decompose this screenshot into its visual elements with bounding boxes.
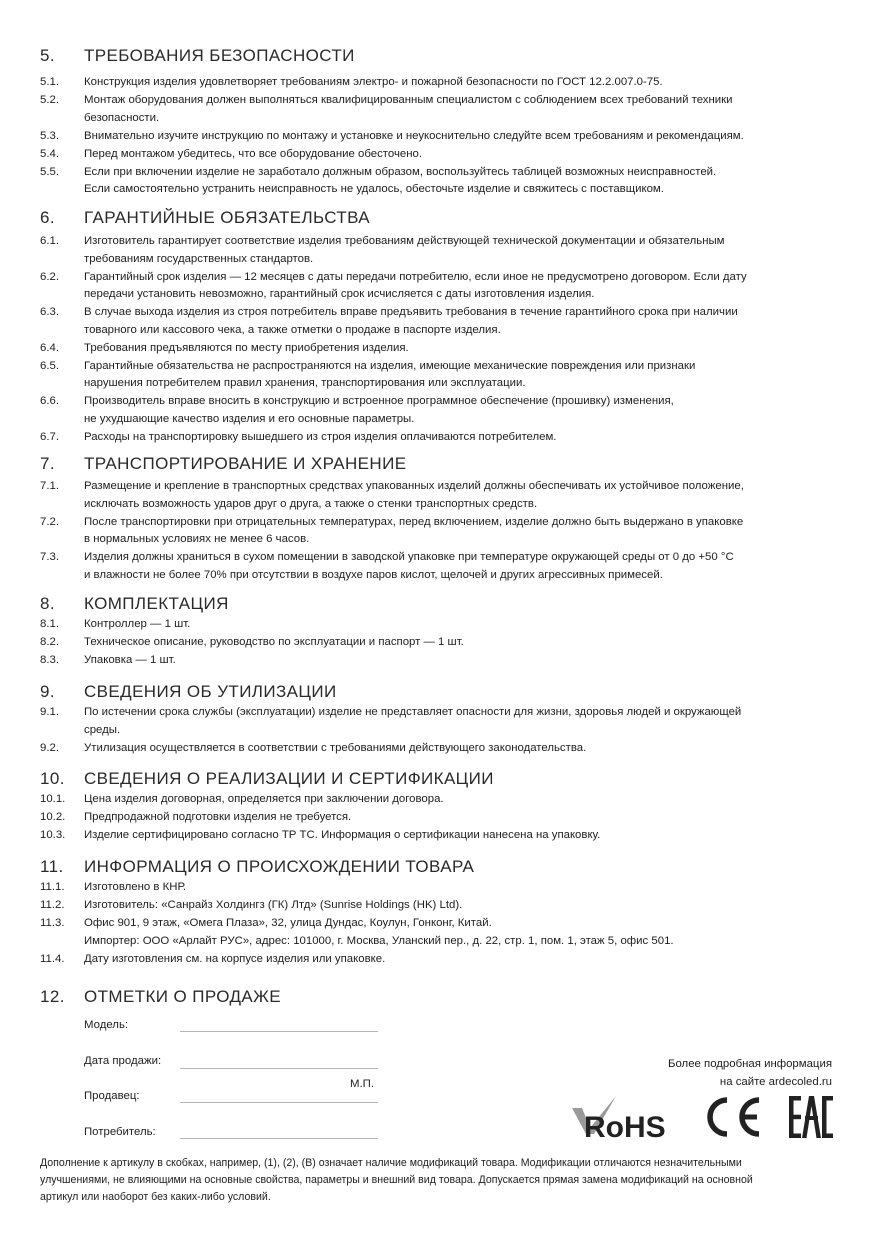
list-item — [40, 393, 840, 428]
item-text — [84, 429, 840, 447]
section-heading: КОМПЛЕКТАЦИЯ — [84, 594, 229, 613]
item-text-line: нарушения потребителем правил хранения, транспортирования или эксплуатации. — [84, 377, 526, 389]
item-text — [84, 634, 840, 652]
section-title — [40, 682, 337, 702]
list-item — [40, 740, 840, 758]
item-number: 6.3. — [40, 306, 59, 318]
section-title — [40, 594, 229, 614]
section-number: 7. — [40, 454, 55, 473]
item-text-line: Дату изготовления см. на корпусе изделия или упаковке. — [84, 952, 386, 965]
item-number: 6.1. — [40, 235, 59, 247]
item-text-line: Конструкция изделия удовлетворяет требованиям электро- и пожарной безопасности по ГОСТ 12.2.007.0-75. — [84, 76, 663, 88]
model-label: Модель: — [84, 1019, 129, 1031]
list-item — [40, 164, 840, 199]
item-text — [84, 393, 840, 428]
item-text-line: Техническое описание, руководство по эксплуатации и паспорт — 1 шт. — [84, 636, 464, 648]
section-heading: СВЕДЕНИЯ ОБ УТИЛИЗАЦИИ — [84, 682, 337, 701]
ce-mark-logo — [703, 1094, 763, 1140]
item-number: 9.1. — [40, 706, 59, 718]
item-text — [84, 269, 840, 304]
item-number: 7.2. — [40, 515, 59, 528]
item-text-line: Изготовитель гарантирует соответствие изделия требованиям действующей технической документации и обязательным — [84, 235, 725, 247]
sale-date-label: Дата продажи: — [84, 1055, 162, 1067]
item-text-line: передачи установить невозможно, гарантийный срок исчисляется с даты изготовления изделия. — [84, 288, 595, 300]
list-item — [40, 128, 840, 146]
item-number: 5.4. — [40, 147, 59, 160]
item-text-line: По истечении срока службы (эксплуатации) изделие не представляет опасности для жизни, здоровья людей и окружающей — [84, 706, 742, 718]
item-number: 11.4. — [40, 952, 65, 965]
item-text-line: Изготовитель: «Санрайз Холдингз (ГК) Лтд» (Sunrise Holdings (HK) Ltd). — [84, 899, 463, 911]
item-text-line: Импортер: ООО «Арлайт РУС», адрес: 101000, г. Москва, Уланский пер., д. 22, стр. 1, пом. 1, этаж 5, офис 501. — [84, 934, 674, 947]
item-text — [84, 740, 840, 758]
list-item — [40, 791, 840, 809]
item-number: 10.2. — [40, 811, 66, 823]
section-title — [40, 208, 370, 228]
section-title — [40, 46, 355, 66]
item-number: 11.2. — [40, 899, 65, 911]
item-text-line: Предпродажной подготовки изделия не требуется. — [84, 811, 352, 823]
list-item — [40, 146, 840, 164]
item-text-line: Производитель вправе вносить в конструкцию и встроенное программное обеспечение (прошивку) изменения, — [84, 395, 674, 407]
item-number: 9.2. — [40, 741, 59, 754]
item-text-line: Цена изделия договорная, определяется при заключении договора. — [84, 793, 444, 805]
item-text — [84, 897, 840, 915]
list-item — [40, 429, 840, 447]
sale-date-field-line — [180, 1068, 378, 1069]
item-text-line: и влажности не более 70% при отсутствии в воздухе паров кислот, щелочей и других агрессивных примесей. — [84, 568, 663, 581]
item-text — [84, 146, 840, 164]
item-text — [84, 304, 840, 339]
section-title-sale: 12. ОТМЕТКИ О ПРОДАЖЕ — [40, 987, 282, 1006]
item-text-line: После транспортировки при отрицательных температурах, перед включением, изделие должно быть выдержано в упаковке — [84, 515, 744, 528]
consumer-label: Потребитель: — [84, 1126, 156, 1138]
item-text-line: товарного или кассового чека, а также отметки о продаже в паспорте изделия. — [84, 323, 501, 336]
stamp-mark: М.П. — [350, 1078, 375, 1090]
item-text-line: Расходы на транспортировку вышедшего из строя изделия оплачиваются потребителем. — [84, 430, 557, 443]
item-number: 7.3. — [40, 551, 59, 563]
section-number: 5. — [40, 46, 55, 65]
list-item — [40, 915, 840, 950]
item-text-line: требованиям государственных стандартов. — [84, 252, 314, 265]
list-item — [40, 634, 840, 652]
list-item — [40, 827, 840, 845]
item-text — [84, 74, 840, 92]
item-text — [84, 951, 840, 969]
item-text — [84, 233, 840, 268]
item-text-line: Если при включении изделие не заработало должным образом, воспользуйтесь таблицей возможных неисправностей. — [84, 165, 717, 178]
list-item — [40, 340, 840, 358]
item-text-line: исключать возможность ударов друг о друга, а также о стенки транспортных средств. — [84, 497, 538, 510]
list-item — [40, 704, 840, 739]
section-heading: ТРЕБОВАНИЯ БЕЗОПАСНОСТИ — [84, 46, 355, 65]
item-text-line: Изделия должны храниться в сухом помещении в заводской упаковке при температуре окружающей среды от 0 до +50 °С — [84, 551, 734, 563]
item-text-line: безопасности. — [84, 111, 160, 124]
item-text-line: Гарантийные обязательства не распространяются на изделия, имеющие механические повреждения или признаки — [84, 359, 696, 372]
item-text — [84, 340, 840, 358]
seller-label: Продавец: — [84, 1090, 140, 1102]
more-info-line: Более подробная информация — [667, 1058, 832, 1070]
item-text — [84, 616, 840, 634]
item-number: 5.1. — [40, 76, 59, 88]
item-text — [84, 652, 840, 670]
item-number: 7.1. — [40, 480, 59, 492]
item-number: 10.1. — [40, 793, 66, 805]
list-item — [40, 616, 840, 634]
section-heading: ГАРАНТИЙНЫЕ ОБЯЗАТЕЛЬСТВА — [84, 208, 371, 227]
list-item — [40, 358, 840, 393]
item-text-line: Изделие сертифицировано согласно ТР ТС. Информация о сертификации нанесена на упаковку. — [84, 829, 601, 841]
item-text-line: среды. — [84, 723, 121, 736]
list-item — [40, 269, 840, 304]
item-number: 8.1. — [40, 618, 59, 630]
item-text-line: в нормальных условиях не менее 6 часов. — [84, 533, 310, 545]
list-item — [40, 809, 840, 827]
list-item — [40, 304, 840, 339]
list-item — [40, 549, 840, 584]
item-text-line: Упаковка — 1 шт. — [84, 654, 176, 666]
list-item — [40, 879, 840, 897]
item-number: 6.5. — [40, 359, 59, 372]
item-text — [84, 358, 840, 393]
rohs-logo — [570, 1094, 678, 1144]
section-heading: ТРАНСПОРТИРОВАНИЕ И ХРАНЕНИЕ — [84, 454, 407, 473]
section-number: 6. — [40, 208, 55, 227]
item-text — [84, 809, 840, 827]
item-text — [84, 915, 840, 950]
item-text-line: Размещение и крепление в транспортных средствах упакованных изделий должны обеспечивать их устойчивое положение, — [84, 480, 744, 492]
item-text — [84, 791, 840, 809]
section-number: 11. — [40, 857, 64, 876]
section-number: 10. — [40, 769, 65, 788]
modifications-footnote: Дополнение к артикулу в скобках, например, (1), (2), (B) означает наличие модификаций товара. Модификации отличаются незначительными улучшениями, не влияющими на основные свойства, параметры и внешний вид товара. Допускается прямая замена модификаций на основной артикул или наоборот без каких-либо условий. — [40, 1157, 753, 1203]
list-item — [40, 478, 840, 513]
item-text-line: Гарантийный срок изделия — 12 месяцев с даты передачи потребителю, если иное не предусмотрено договором. Если дату — [84, 270, 747, 283]
section-number: 9. — [40, 682, 55, 701]
more-info-note — [668, 1056, 832, 1091]
section-heading: СВЕДЕНИЯ О РЕАЛИЗАЦИИ И СЕРТИФИКАЦИИ — [84, 769, 494, 788]
model-field-line — [180, 1031, 378, 1032]
list-item — [40, 897, 840, 915]
website-line: на сайте ardecoled.ru — [719, 1075, 832, 1088]
item-number: 8.2. — [40, 636, 59, 648]
item-number: 11.1. — [40, 881, 65, 893]
item-number: 11.3. — [40, 917, 65, 929]
item-text-line: Изготовлено в КНР. — [84, 881, 187, 893]
item-text-line: В случае выхода изделия из строя потребитель вправе предъявить требования в течение гарантийного срока при наличии — [84, 306, 738, 318]
item-text — [84, 92, 840, 127]
item-text — [84, 128, 840, 146]
list-item — [40, 951, 840, 969]
item-text-line: не ухудшающие качество изделия и его основные параметры. — [84, 412, 415, 425]
section-title — [40, 769, 494, 789]
list-item — [40, 514, 840, 549]
item-text-line: Монтаж оборудования должен выполняться квалифицированным специалистом с соблюдением всех требований техники — [84, 94, 733, 106]
rohs-text: RoHS — [584, 1111, 666, 1144]
seller-field-line — [180, 1102, 378, 1103]
consumer-field-line — [180, 1138, 378, 1139]
item-text-line: Внимательно изучите инструкцию по монтажу и установке и неукоснительно следуйте всем требованиям и рекомендациям. — [84, 129, 744, 142]
list-item — [40, 233, 840, 268]
section-title — [40, 454, 406, 474]
item-text-line: Перед монтажом убедитесь, что все оборудование обесточено. — [84, 147, 423, 160]
item-text-line: Контроллер — 1 шт. — [84, 618, 191, 630]
item-text — [84, 478, 840, 513]
item-number: 6.2. — [40, 270, 59, 283]
item-text — [84, 704, 840, 739]
item-number: 10.3. — [40, 829, 66, 841]
list-item — [40, 92, 840, 127]
item-number: 5.2. — [40, 94, 59, 106]
section-heading: ИНФОРМАЦИЯ О ПРОИСХОЖДЕНИИ ТОВАРА — [84, 857, 475, 876]
item-number: 5.3. — [40, 129, 59, 142]
item-text-line: Если самостоятельно устранить неисправность не удалось, обесточьте изделие и свяжитесь с поставщиком. — [84, 183, 664, 195]
item-text-line: Утилизация осуществляется в соответствии с требованиями действующего законодательства. — [84, 741, 587, 754]
list-item — [40, 652, 840, 670]
item-text — [84, 879, 840, 897]
item-number: 6.4. — [40, 341, 59, 354]
item-text — [84, 164, 840, 199]
item-text-line: Требования предъявляются по месту приобретения изделия. — [84, 341, 409, 354]
item-text — [84, 514, 840, 549]
eac-mark-logo — [788, 1094, 834, 1140]
item-number: 6.6. — [40, 395, 59, 407]
section-number: 8. — [40, 594, 55, 613]
list-item — [40, 74, 840, 92]
item-text-line: Офис 901, 9 этаж, «Омега Плаза», 32, улица Дундас, Коулун, Гонконг, Китай. — [84, 917, 492, 929]
item-number: 6.7. — [40, 430, 59, 443]
item-number: 8.3. — [40, 654, 59, 666]
item-text — [84, 827, 840, 845]
item-number: 5.5. — [40, 165, 59, 178]
item-text — [84, 549, 840, 584]
section-title — [40, 857, 474, 877]
